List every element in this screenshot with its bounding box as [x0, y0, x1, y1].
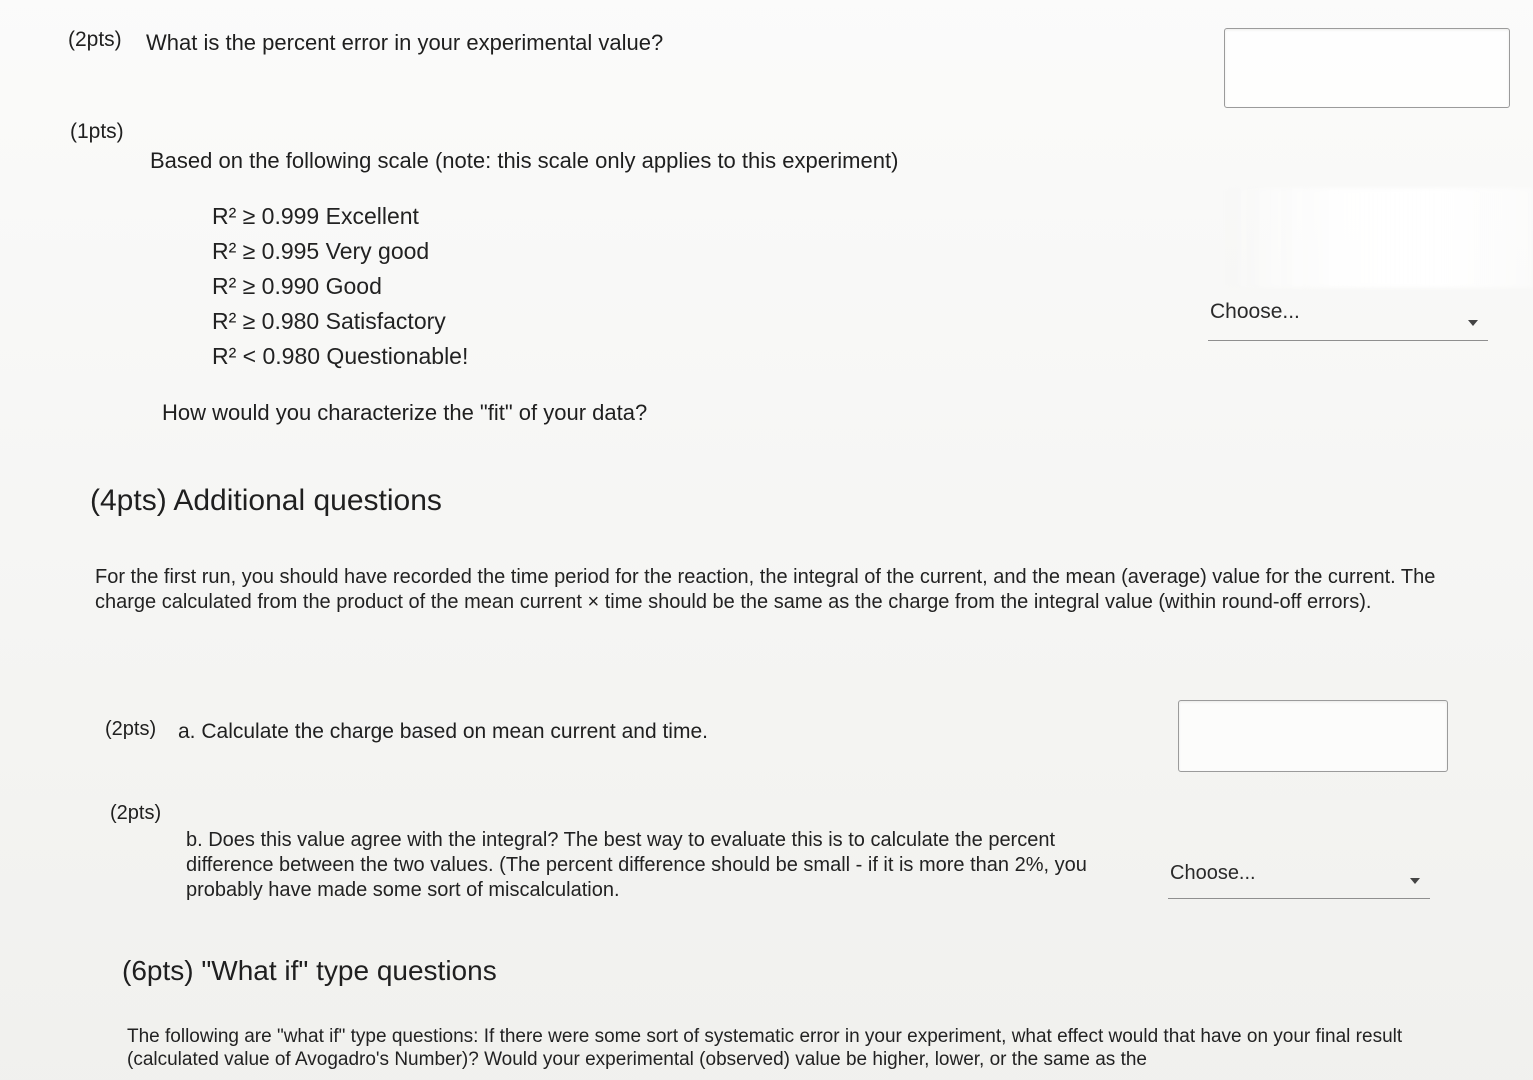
fit-select-label: Choose... — [1210, 300, 1300, 323]
screen-glare — [1223, 188, 1533, 288]
fit-scale-intro: Based on the following scale (note: this scale only applies to this experiment) — [150, 148, 899, 173]
fit-select[interactable] — [1208, 298, 1488, 341]
points-label-percent-error: (2pts) — [68, 28, 122, 51]
scale-excellent: R² ≥ 0.999 Excellent — [212, 203, 419, 229]
fit-question: How would you characterize the "fit" of your data? — [162, 400, 648, 425]
points-label-fit: (1pts) — [70, 120, 124, 143]
chevron-down-icon — [1468, 320, 1478, 326]
scale-satisfactory: R² ≥ 0.980 Satisfactory — [212, 308, 446, 334]
question-part-a: a. Calculate the charge based on mean current and time. — [178, 720, 708, 743]
agreement-select-label: Choose... — [1170, 862, 1256, 884]
scale-very-good: R² ≥ 0.995 Very good — [212, 238, 430, 264]
section-heading-additional: (4pts) Additional questions — [90, 484, 442, 517]
fit-scale-list — [212, 199, 468, 374]
question-percent-error: What is the percent error in your experimental value? — [146, 30, 664, 55]
section-heading-what-if: (6pts) "What if" type questions — [122, 955, 497, 986]
points-label-part-a: (2pts) — [105, 718, 157, 740]
what-if-paragraph: The following are "what if" type questions: If there were some sort of systematic error in your experiment, what effect would that have on your final result (calculated value of Avogadro's Number)? Would your experimental (observed) value be higher, lower, or the same as the — [127, 1026, 1403, 1070]
percent-error-input[interactable] — [1224, 28, 1510, 108]
agreement-select[interactable] — [1168, 860, 1430, 899]
points-label-part-b: (2pts) — [110, 802, 162, 824]
additional-paragraph: For the first run, you should have recorded the time period for the reaction, the integral of the current, and the mean (average) value for the current. The charge calculated from the product of the mean current × time should be the same as the charge from the integral value (within round-off errors). — [95, 566, 1436, 613]
scale-questionable: R² < 0.980 Questionable! — [212, 343, 469, 369]
charge-input[interactable] — [1178, 700, 1448, 772]
chevron-down-icon — [1410, 878, 1420, 884]
scale-good: R² ≥ 0.990 Good — [212, 273, 382, 299]
question-part-b: b. Does this value agree with the integral? The best way to evaluate this is to calculate the percent difference between the two values. (The percent difference should be small - if it is more than 2%, you probably have made some sort of miscalculation. — [186, 829, 1087, 901]
